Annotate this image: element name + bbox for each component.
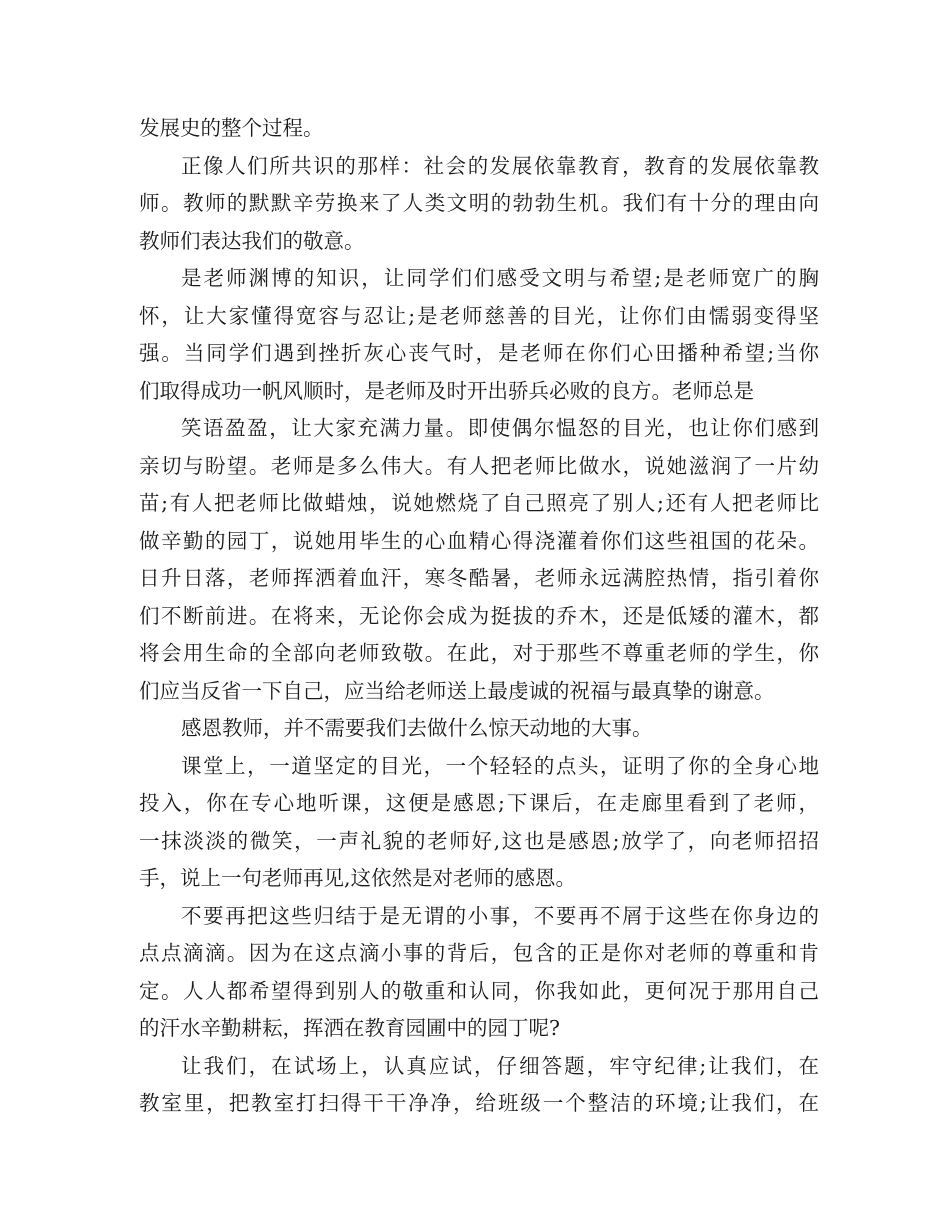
text-line: 让我们，在试场上，认真应试，仔细答题，牢守纪律;让我们，在 (181, 1053, 819, 1078)
text-line: 强。当同学们遇到挫折灰心丧气时，是老师在你们心田播种希望;当你 (139, 341, 819, 365)
text-line: 的汗水辛勤耕耘，挥洒在教育园圃中的园丁呢? (139, 1016, 560, 1040)
text-line: 定。人人都希望得到别人的敬重和认同，你我如此，更何况于那用自己 (139, 978, 819, 1003)
text-line: 一抹淡淡的微笑，一声礼貌的老师好,这也是感恩;放学了，向老师招招 (139, 828, 819, 853)
text-line: 正像人们所共识的那样：社会的发展依靠教育，教育的发展依靠教 (181, 153, 819, 178)
text-line: 们不断前进。在将来，无论你会成为挺拔的乔木，还是低矮的灌木，都 (139, 603, 819, 628)
text-line: 投入，你在专心地听课，这便是感恩;下课后，在走廊里看到了老师， (139, 791, 819, 815)
text-line: 做辛勤的园丁，说她用毕生的心血精心得浇灌着你们这些祖国的花朵。 (139, 528, 819, 553)
text-line: 是老师渊博的知识，让同学们们感受文明与希望;是老师宽广的胸 (181, 266, 819, 290)
document-body (139, 110, 819, 1123)
text-line: 怀，让大家懂得宽容与忍让;是老师慈善的目光，让你们由懦弱变得坚 (139, 303, 819, 328)
text-line: 发展史的整个过程。 (139, 116, 324, 140)
text-line: 教师们表达我们的敬意。 (139, 228, 365, 253)
text-line: 感恩教师，并不需要我们去做什么惊天动地的大事。 (181, 716, 653, 740)
text-line: 苗;有人把老师比做蜡烛，说她燃烧了自己照亮了别人;还有人把老师比 (139, 491, 819, 515)
text-line: 亲切与盼望。老师是多么伟大。有人把老师比做水，说她滋润了一片幼 (139, 453, 819, 478)
text-line: 点点滴滴。因为在这点滴小事的背后，包含的正是你对老师的尊重和肯 (139, 941, 819, 965)
text-line: 教室里，把教室打扫得干干净净，给班级一个整洁的环境;让我们，在 (139, 1091, 819, 1115)
text-line: 不要再把这些归结于是无谓的小事，不要再不屑于这些在你身边的 (181, 903, 819, 928)
text-line: 课堂上，一道坚定的目光，一个轻轻的点头，证明了你的全身心地 (181, 753, 819, 778)
text-line: 将会用生命的全部向老师致敬。在此，对于那些不尊重老师的学生，你 (139, 641, 819, 665)
text-line: 手，说上一句老师再见,这依然是对老师的感恩。 (139, 866, 577, 890)
text-line: 们取得成功一帆风顺时，是老师及时开出骄兵必败的良方。老师总是 (139, 378, 754, 403)
text-line: 笑语盈盈，让大家充满力量。即使偶尔愠怒的目光，也让你们感到 (181, 416, 819, 440)
text-line: 师。教师的默默辛劳换来了人类文明的勃勃生机。我们有十分的理由向 (139, 191, 819, 215)
text-line: 日升日落，老师挥洒着血汗，寒冬酷暑，老师永远满腔热情，指引着你 (139, 566, 819, 590)
text-line: 们应当反省一下自己，应当给老师送上最虔诚的祝福与最真挚的谢意。 (139, 678, 775, 703)
